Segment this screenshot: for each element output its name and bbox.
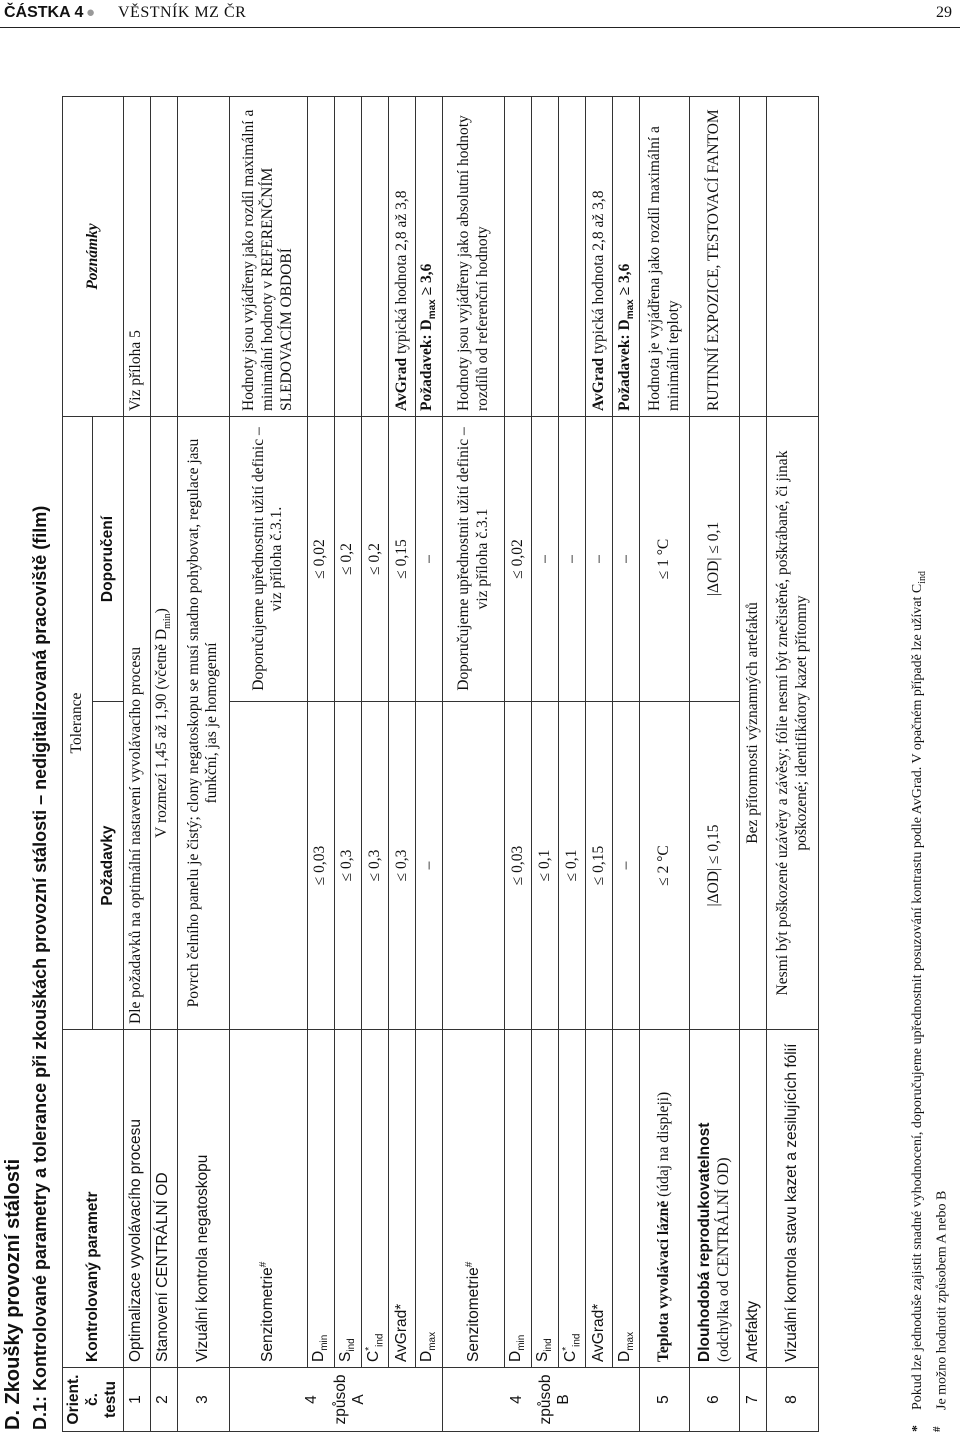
table-title: D.1: Kontrolované parametry a tolerance při zkouškách provozní stálosti – nedigitalizovaná pracoviště (film): [30, 505, 50, 1430]
dmax-req: –: [613, 702, 640, 1030]
sind-rec: –: [532, 417, 559, 702]
avgrad-rec: ≤ 0,15: [389, 417, 416, 702]
row-param: Stanovení CENTRÁLNÍ OD: [150, 1030, 177, 1368]
row-number: 2: [150, 1368, 177, 1432]
avgrad-req: ≤ 0,15: [586, 702, 613, 1030]
row-param: Vizuální kontrola negatoskopu: [177, 1030, 229, 1368]
col-req: Požadavky: [93, 702, 123, 1030]
avgrad-req: ≤ 0,3: [389, 702, 416, 1030]
dmin-note: [505, 97, 532, 417]
dmax-note: Požadavek: $D_{max} \ge 3,6$: [416, 97, 443, 417]
row-number: 1: [123, 1368, 150, 1432]
row-note: Viz příloha 5: [123, 97, 150, 417]
senz-req: [443, 702, 505, 1030]
avgrad-label: AvGrad*: [586, 1030, 613, 1368]
cind-req: ≤ 0,1: [559, 702, 586, 1030]
row-number: 5: [640, 1368, 690, 1432]
sind-label: $S_{ind}$: [334, 1030, 361, 1368]
row-tolerance: Dle požadavků na optimální nastavení vyvolávacího procesu: [123, 417, 150, 1030]
dmin-label: $D_{min}$: [307, 1030, 334, 1368]
dmax-note: Požadavek: $D_{max} \ge 3,6$: [613, 97, 640, 417]
row-req: |ΔOD| ≤ 0,15: [690, 702, 740, 1030]
dmin-label: $D_{min}$: [505, 1030, 532, 1368]
page-number: 29: [936, 4, 952, 21]
cind-label: $C^*_{ind}$: [559, 1030, 586, 1368]
senz-rec: Doporučujeme upřednostnit užití definic – viz příloha č.3.1.: [229, 417, 307, 702]
dmax-label: $D_{max}$: [416, 1030, 443, 1368]
senz-req: [229, 702, 307, 1030]
table-row: [177, 97, 229, 1432]
senz-label: Senzitometrie#: [443, 1030, 505, 1368]
row-note: [740, 97, 767, 417]
table-row: [307, 97, 334, 1432]
table-row: [767, 97, 819, 1432]
table-row: [123, 97, 150, 1432]
dmin-req: ≤ 0,03: [307, 702, 334, 1030]
sind-req: ≤ 0,3: [334, 702, 361, 1030]
footnote-star: *Pokud lze jednoduše zajistit snadné vyhodnocení, doporučujeme upřednostnit posuzování kontrastu podle AvGrad. V opačném případě lze užívat $C_{ind}$: [910, 571, 928, 1432]
table-row-4a-senz: [229, 97, 307, 1432]
table-row: [690, 97, 740, 1432]
row-tolerance: Nesmí být poškozené uzávěry a závěsy; fólie nesmí být znečistěné, poškrábané, či jinak poškozené; identifikátory kazet přítomny: [767, 417, 819, 1030]
dmin-rec: ≤ 0,02: [307, 417, 334, 702]
avgrad-note: AvGrad typická hodnota 2,8 až 3,8: [389, 97, 416, 417]
row-tolerance: Bez přítomnosti významných artefaktů: [740, 417, 767, 1030]
col-rec: Doporučení: [93, 417, 123, 702]
table-row: [334, 97, 361, 1432]
table-row: [532, 97, 559, 1432]
row-param: Dlouhodobá reprodukovatelnost (odchylka od CENTRÁLNÍ OD): [690, 1030, 740, 1368]
table-row: [505, 97, 532, 1432]
table-row: [613, 97, 640, 1432]
senz-note: Hodnoty jsou vyjádřeny jako absolutní hodnoty rozdílů od referenční hodnoty: [443, 97, 505, 417]
table-row: [559, 97, 586, 1432]
row-param: Artefakty: [740, 1030, 767, 1368]
row-number-4b: 4 způsob B: [443, 1368, 640, 1432]
avgrad-note: AvGrad typická hodnota 2,8 až 3,8: [586, 97, 613, 417]
cind-note: [361, 97, 388, 417]
row-req: ≤ 2 °C: [640, 702, 690, 1030]
senz-rec: Doporučujeme upřednostnit užití definic – viz příloha č.3.1: [443, 417, 505, 702]
row-number: 6: [690, 1368, 740, 1432]
sind-rec: ≤ 0,2: [334, 417, 361, 702]
journal-title: VĚSTNÍK MZ ČR: [118, 4, 247, 21]
dmax-label: $D_{max}$: [613, 1030, 640, 1368]
dmax-req: –: [416, 702, 443, 1030]
table-row: [586, 97, 613, 1432]
row-note: Hodnota je vyjádřena jako rozdíl maximální a minimální teploty: [640, 97, 690, 417]
cind-rec: ≤ 0,2: [361, 417, 388, 702]
row-number: 3: [177, 1368, 229, 1432]
avgrad-label: AvGrad*: [389, 1030, 416, 1368]
avgrad-rec: –: [586, 417, 613, 702]
row-tolerance: Povrch čelního panelu je čistý; clony negatoskopu se musí snadno pohybovat, regulace jasu funkční, jas je homogenní: [177, 417, 229, 1030]
row-number: 7: [740, 1368, 767, 1432]
row-param: Vizuální kontrola stavu kazet a zesilujících fólií: [767, 1030, 819, 1368]
senz-note: Hodnoty jsou vyjádřeny jako rozdíl maximální a minimální hodnoty v REFERENČNÍM SLEDOVACÍM OBDOBÍ: [229, 97, 307, 417]
row-note: [177, 97, 229, 417]
table-row: [150, 97, 177, 1432]
table-row: [740, 97, 767, 1432]
tolerance-table: [62, 96, 819, 1432]
dmin-rec: ≤ 0,02: [505, 417, 532, 702]
row-param: Optimalizace vyvolávacího procesu: [123, 1030, 150, 1368]
cind-rec: –: [559, 417, 586, 702]
table-row: [361, 97, 388, 1432]
cind-label: $C^*_{ind}$: [361, 1030, 388, 1368]
sind-note: [532, 97, 559, 417]
dmax-rec: –: [416, 417, 443, 702]
sind-req: ≤ 0,1: [532, 702, 559, 1030]
page-header: [0, 0, 960, 28]
row-note: [767, 97, 819, 417]
row-number: 8: [767, 1368, 819, 1432]
col-notes: Poznámky: [63, 97, 124, 417]
section-title: D. Zkoušky provozní stálosti: [2, 1158, 24, 1430]
dmax-rec: –: [613, 417, 640, 702]
header-row-1: [63, 97, 93, 1432]
table-row-4b-senz: [443, 97, 505, 1432]
footnotes: [908, 571, 953, 1432]
col-param: Kontrolovaný parametr: [63, 1030, 124, 1368]
row-note: [150, 97, 177, 417]
col-tolerance: Tolerance: [63, 417, 93, 1030]
table-row: [640, 97, 690, 1432]
row-rec: ≤ 1 °C: [640, 417, 690, 702]
cind-note: [559, 97, 586, 417]
row-param: Teplota vyvolávací lázně (údaj na displeji): [640, 1030, 690, 1368]
footnote-hash: #Je možno hodnotit způsobem A nebo B: [931, 1190, 950, 1432]
sind-note: [334, 97, 361, 417]
senz-label: Senzitometrie#: [229, 1030, 307, 1368]
table-row: [389, 97, 416, 1432]
cind-req: ≤ 0,3: [361, 702, 388, 1030]
row-note: RUTINNÍ EXPOZICE, TESTOVACÍ FANTOM: [690, 97, 740, 417]
row-tolerance: V rozmezí 1,45 až 1,90 (včetně $D_{min}$): [150, 417, 177, 1030]
rotated-sheet: [0, 32, 960, 1432]
sind-label: $S_{ind}$: [532, 1030, 559, 1368]
issue-label: ČÁSTKA 4: [4, 4, 84, 21]
row-number-4a: 4 způsob A: [229, 1368, 442, 1432]
table-row: [416, 97, 443, 1432]
col-orient: Orient. č. testu: [63, 1368, 124, 1432]
row-rec: |ΔOD| ≤ 0,1: [690, 417, 740, 702]
bullet-icon: ●: [86, 5, 96, 21]
dmin-req: ≤ 0,03: [505, 702, 532, 1030]
dmin-note: [307, 97, 334, 417]
